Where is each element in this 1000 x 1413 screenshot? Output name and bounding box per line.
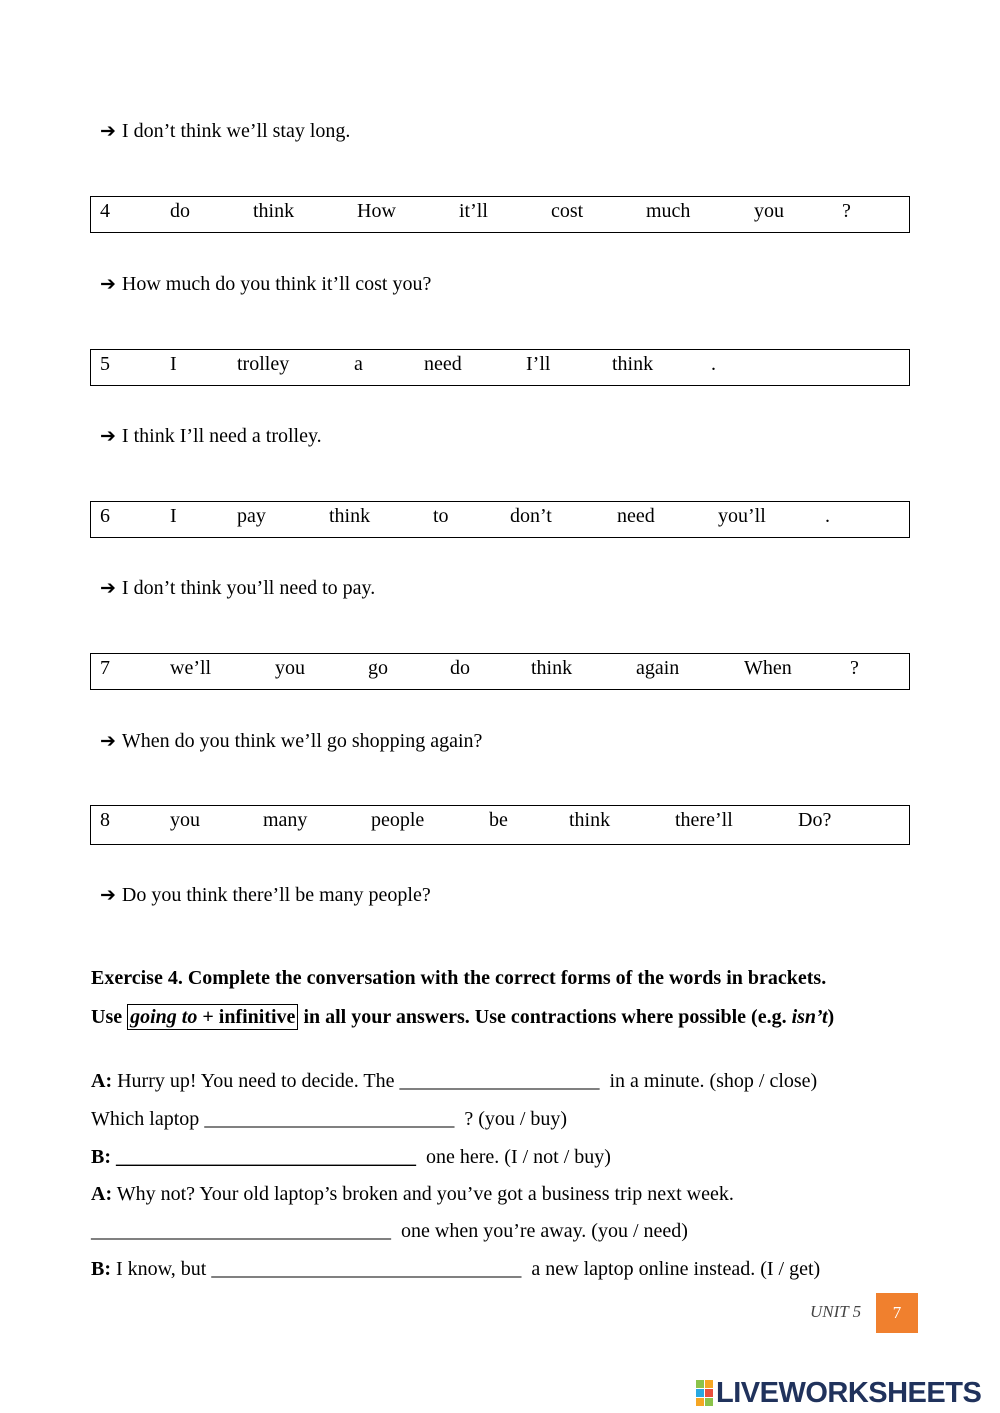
answer-text: When do you think we’ll go shopping again? [121,730,483,752]
word: people [371,809,425,831]
word: to [433,505,449,527]
right-arrow-icon: ➔ [100,730,116,752]
answer-blank[interactable]: ______________________________ [116,1146,416,1168]
answer-blank[interactable]: _______________________________ [211,1258,522,1280]
answer-4 [100,273,431,296]
dialogue-line-2 [91,1108,567,1131]
speaker: B: [91,1258,111,1280]
word: you’ll [718,505,766,527]
word: again [636,657,680,679]
word: Do? [798,809,832,831]
word: you [170,809,200,831]
dialogue-line-6 [91,1258,820,1281]
instr-infinitive: + infinitive [202,1006,296,1028]
item-number: 7 [100,657,110,679]
word: pay [237,505,266,527]
instr-use: Use [91,1006,123,1028]
going-to-infinitive-box [127,1004,298,1030]
word: do [170,200,190,222]
item-number: 5 [100,353,110,375]
word: trolley [237,353,290,375]
instr-going-to: going to [130,1006,198,1028]
answer-text: Do you think there’ll be many people? [121,884,431,906]
word: I [170,353,177,375]
dialogue-line-1 [91,1070,817,1093]
dialogue-line-4 [91,1183,734,1206]
answer-5 [100,425,322,448]
item-number: 6 [100,505,110,527]
word-box-5 [90,349,910,386]
line-hint: one when you’re away. (you / need) [401,1220,688,1242]
right-arrow-icon: ➔ [100,884,116,906]
instr-close: ) [827,1006,835,1028]
liveworksheets-logo [696,1377,981,1409]
line-hint: a new laptop online instead. (I / get) [531,1258,821,1280]
line-hint: one here. (I / not / buy) [426,1146,611,1168]
answer-blank[interactable]: _________________________ [204,1108,455,1130]
exercise-4-instructions [91,1006,834,1029]
answer-8 [100,884,431,907]
line-text: Why not? Your old laptop’s broken and you’ve got a business trip next week. [116,1183,734,1205]
word: a [354,353,363,375]
word: you [275,657,305,679]
word: think [612,353,654,375]
page-number-badge: 7 [876,1293,918,1333]
word: need [617,505,655,527]
liveworksheets-logo-icon [696,1380,713,1406]
right-arrow-icon: ➔ [100,577,116,599]
word: When [744,657,792,679]
item-number: 8 [100,809,110,831]
word-box-4 [90,196,910,233]
dialogue-line-5 [91,1220,688,1243]
speaker: B: [91,1146,111,1168]
right-arrow-icon: ➔ [100,273,116,295]
answer-text: I don’t think we’ll stay long. [121,120,351,142]
word: you [754,200,784,222]
item-number: 4 [100,200,110,222]
word: I’ll [526,353,551,375]
word: How [357,200,396,222]
answer-7 [100,730,482,753]
word: we’ll [170,657,212,679]
word: there’ll [675,809,733,831]
word: I [170,505,177,527]
exercise-4-title: Exercise 4. Complete the conversation with the correct forms of the words in brackets. [91,967,827,989]
answer-text: How much do you think it’ll cost you? [121,273,432,295]
answer-text: I don’t think you’ll need to pay. [121,577,376,599]
word: many [263,809,308,831]
word: ? [850,657,859,679]
instr-example: isn’t [791,1006,828,1028]
answer-text: I think I’ll need a trolley. [121,425,322,447]
word: . [825,505,830,527]
word: do [450,657,470,679]
dialogue-line-3 [91,1146,611,1169]
word: don’t [510,505,552,527]
right-arrow-icon: ➔ [100,425,116,447]
line-hint: in a minute. (shop / close) [609,1070,818,1092]
word: need [424,353,462,375]
right-arrow-icon: ➔ [100,120,116,142]
word-box-8 [90,805,910,845]
word: think [253,200,295,222]
line-text: Which laptop [91,1108,200,1130]
line-text: I know, but [116,1258,207,1280]
word: cost [551,200,584,222]
brand-name: LIVEWORKSHEETS [716,1376,982,1409]
word: . [711,353,716,375]
answer-blank[interactable]: ____________________ [399,1070,600,1092]
line-hint: ? (you / buy) [464,1108,568,1130]
word: think [531,657,573,679]
answer-blank[interactable]: ______________________________ [91,1220,391,1242]
instr-rest: in all your answers. Use contractions where possible (e.g. [303,1006,787,1028]
word: think [569,809,611,831]
word: think [329,505,371,527]
word: be [489,809,508,831]
line-text: Hurry up! You need to decide. The [117,1070,395,1092]
speaker: A: [91,1070,113,1092]
word: ? [842,200,851,222]
word: much [646,200,691,222]
word-box-6 [90,501,910,538]
speaker: A: [91,1183,113,1205]
word: go [368,657,388,679]
answer-3 [100,120,350,143]
unit-label: UNIT 5 [810,1302,862,1321]
word: it’ll [459,200,488,222]
answer-6 [100,577,375,600]
word-box-7 [90,653,910,690]
